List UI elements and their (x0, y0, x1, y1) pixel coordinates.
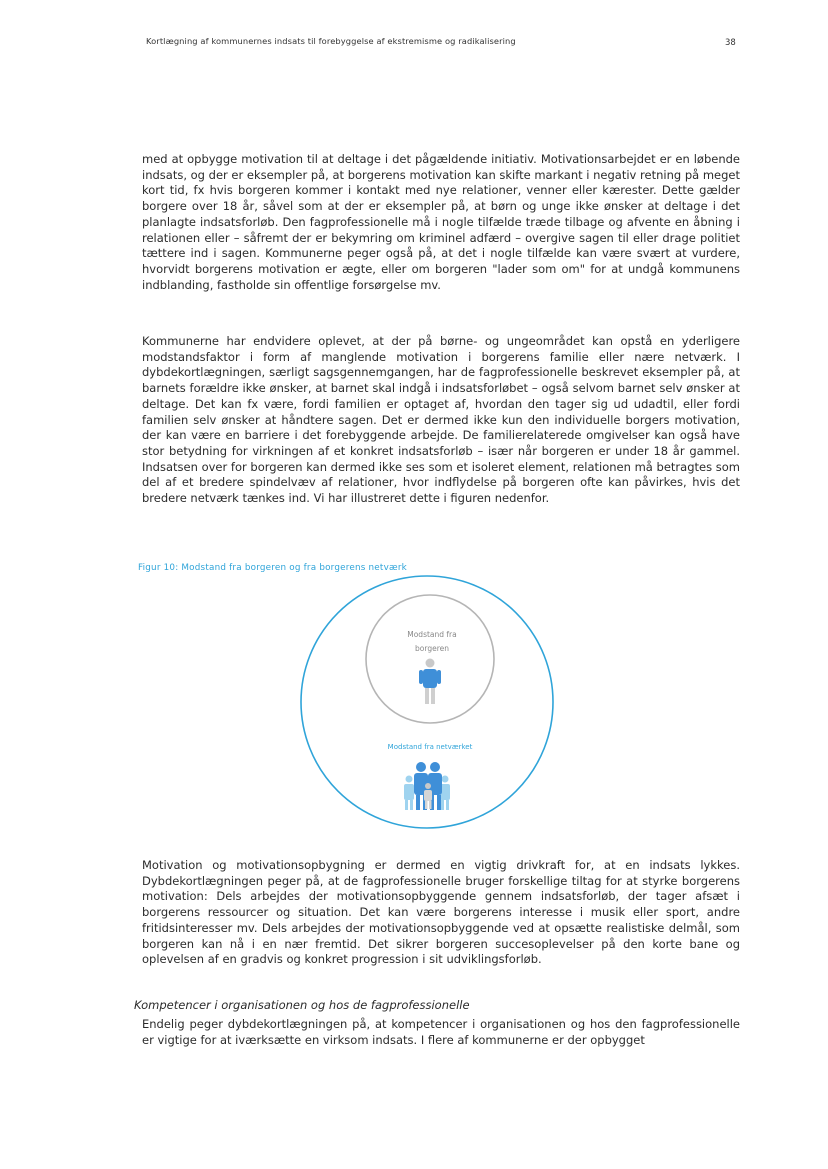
paragraph-4: Endelig peger dybdekortlægningen på, at kompetencer i organisationen og hos den fagprofessionelle er vigtige for at iværksætte en virksom indsats. I flere af kommunerne er der opbygget (142, 1017, 740, 1047)
page-number: 38 (725, 38, 736, 48)
running-header: Kortlægning af kommunernes indsats til forebyggelse af ekstremisme og radikalisering (146, 36, 516, 46)
section-subheading: Kompetencer i organisationen og hos de fagprofessionelle (134, 998, 470, 1012)
figure-caption: Figur 10: Modstand fra borgeren og fra borgerens netværk (138, 563, 407, 573)
paragraph-2: Kommunerne har endvidere oplevet, at der på børne- og ungeområdet kan opstå en yderligere modstandsfaktor i form af manglende motivation i borgerens familie eller nære netværk. I dybdekortlægningen, særligt sagsgennemgangen, har de fagprofessionelle beskrevet eksempler på, at barnets forældre ikke ønsker, at barnet skal indgå i indsatsforløbet – også selvom barnet selv ønsker at deltage. Det kan fx være, fordi familien er optaget af, hvordan den tager sig ud udadtil, eller fordi familien selv ønsker at håndtere sagen. Det er dermed ikke kun den individuelle borgers motivation, der kan være en barriere i det forebyggende arbejde. De familierelaterede omgivelser kan også have stor betydning for virkningen af et konkret indsatsforløb – især når borgeren er under 18 år gammel. Indsatsen over for borgeren kan dermed ikke ses som et isoleret element, relationen må betragtes som del af et bredere spindelvæv af relationer, hvor indflydelse på borgeren ofte kan påvirkes, hvis det bredere netværk tænkes ind. Vi har illustreret dette i figuren nedenfor. (142, 334, 740, 506)
network-group-icon (404, 762, 450, 810)
inner-label-line1: Modstand fra (407, 630, 457, 639)
figure-10 (290, 574, 565, 838)
citizen-person-icon (419, 659, 441, 705)
paragraph-1: med at opbygge motivation til at deltage i det pågældende initiativ. Motivationsarbejdet er en løbende indsats, og der er eksempler på, at borgerens motivation kan skifte markant i negativ retning på meget kort tid, fx hvis borgeren kommer i kontakt med nye relationer, venner eller kærester. Dette gælder borgere over 18 år, såvel som at der er eksempler på, at børn og unge ikke ønsker at deltage i det planlagte indsatsforløb. Den fagprofessionelle må i nogle tilfælde træde tilbage og afvente en åbning i relationen eller – såfremt der er bekymring om kriminel adfærd – overgive sagen til eller drage politiet tættere ind i sagen. Kommunerne peger også på, at det i nogle tilfælde kan være svært at vurdere, hvorvidt borgerens motivation er ægte, eller om borgeren "lader som om" for at undgå kommunens indblanding, fastholde sin offentlige forsørgelse mv. (142, 152, 740, 292)
paragraph-3: Motivation og motivationsopbygning er dermed en vigtig drivkraft for, at en indsats lykkes. Dybdekortlægningen peger på, at de fagprofessionelle bruger forskellige tiltag for at styrke borgerens motivation: Dels arbejdes der motivationsopbyggende gennem indsatsforløb, der tager afsæt i borgerens ressourcer og situation. Det kan være borgerens interesse i musik eller sport, andre fritidsinteresser mv. Dels arbejdes der motivationsopbyggende ved at opsætte realistiske delmål, som borgeren kan nå i en nær fremtid. Det sikrer borgeren succesoplevelser på den korte bane og oplevelsen af en gradvis og konkret progression i sit udviklingsforløb. (142, 858, 740, 967)
resistance-diagram (290, 574, 565, 834)
outer-label: Modstand fra netværket (387, 743, 473, 751)
inner-label-line2: borgeren (415, 644, 449, 653)
